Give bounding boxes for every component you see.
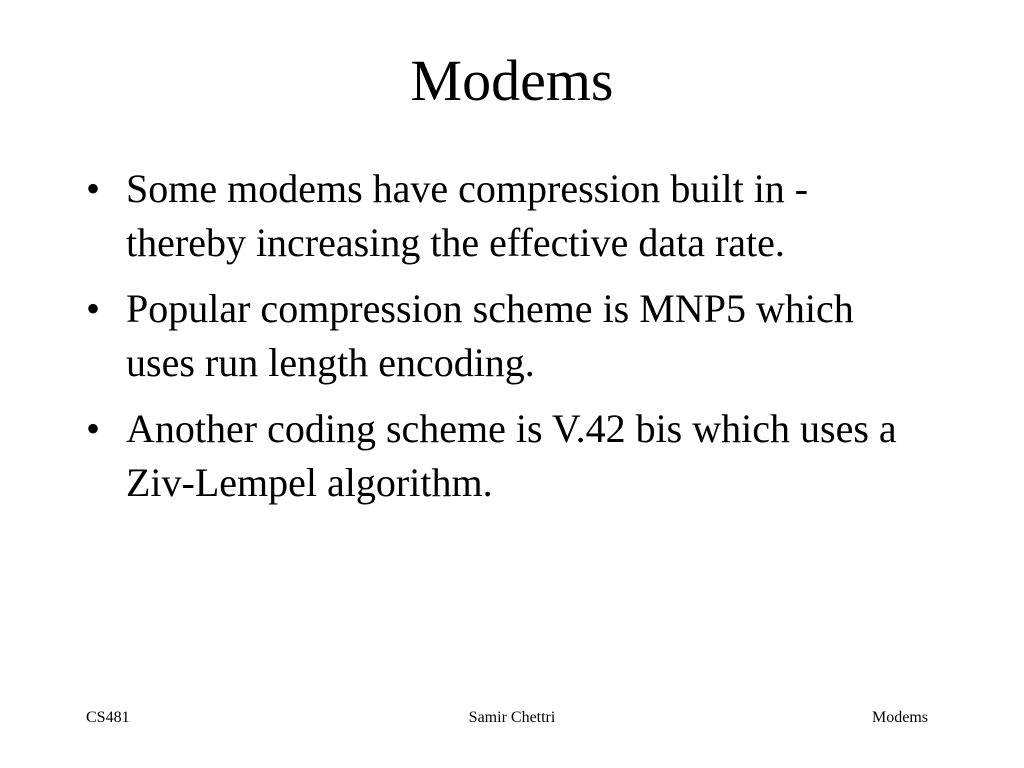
- bullet-item: [86, 402, 926, 510]
- slide-title: Modems: [410, 48, 614, 113]
- bullet-icon: •: [86, 406, 101, 451]
- footer-topic: Modems: [872, 709, 928, 726]
- bullet-list: [86, 162, 926, 522]
- bullet-text: Another coding scheme is V.42 bis which uses a Ziv-Lempel algorithm.: [126, 406, 897, 505]
- bullet-icon: •: [86, 286, 101, 331]
- bullet-item: [86, 162, 926, 270]
- footer-course: CS481: [86, 709, 130, 726]
- bullet-item: [86, 282, 926, 390]
- bullet-icon: •: [86, 166, 101, 211]
- bullet-text: Popular compression scheme is MNP5 which uses run length encoding.: [126, 286, 854, 385]
- bullet-text: Some modems have compression built in - thereby increasing the effective data rate.: [126, 166, 809, 265]
- footer-author: Samir Chettri: [468, 709, 556, 726]
